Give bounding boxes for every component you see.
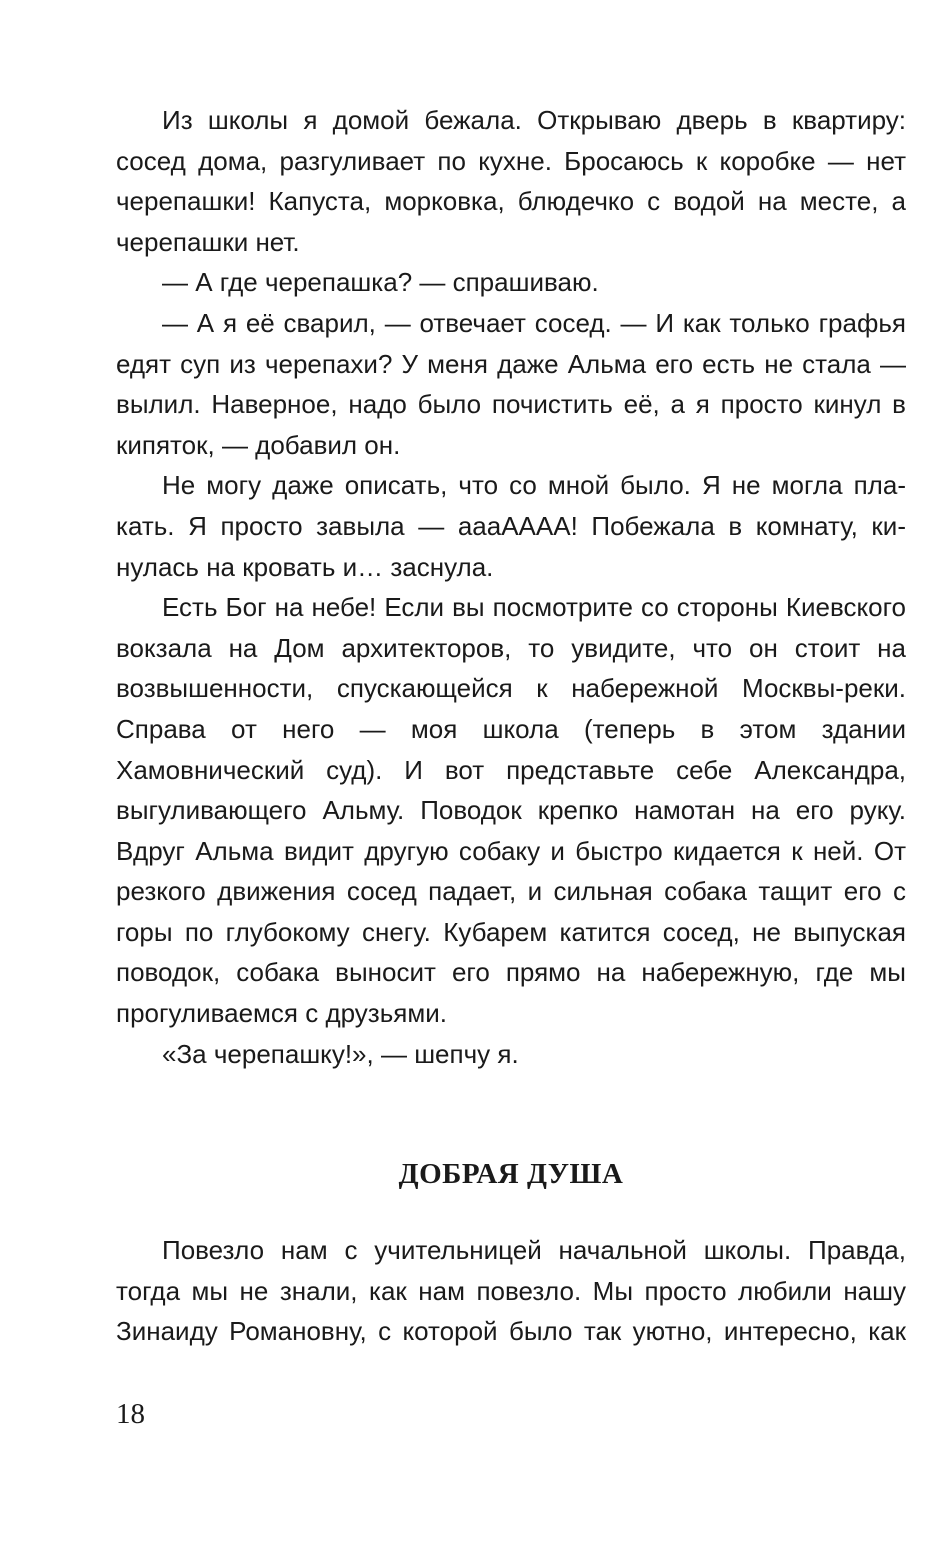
paragraph: — А где черепашка? — спрашиваю. [162,267,599,298]
page-number: 18 [116,1398,145,1430]
paragraph: Повезло нам с учительницей начальной школы. Правда, тогда мы не знали, как нам повезло. Мы просто любили нашу Зинаиду Романовну, с которой было так уютно, интересно, как [116,1235,906,1347]
section-heading: ДОБРАЯ ДУША [398,1158,624,1190]
paragraph: «За черепашку!», — шепчу я. [162,1038,519,1069]
story-text [116,100,906,1074]
paragraph: Не могу даже описать, что со мной было. Я не могла плакать. Я просто завыла — аааАААА! Побежала в комнату, кинулась на кровать и… заснула. [116,470,906,582]
section-text [116,1230,906,1352]
paragraph: — А я её сварил, — отвечает сосед. — И как только графья едят суп из черепахи? У меня даже Альма его есть не стала — вылил. Наверное, надо было почистить её, а я просто кинул в кипяток, — добавил он. [116,307,906,460]
paragraph: Из школы я домой бежала. Открываю дверь в квартиру: сосед дома, разгуливает по кухне. Бросаюсь к коробке — нет черепашки! Капуста, морковка, блюдечко с водой на месте, а черепашки нет. [116,105,906,257]
paragraph: Есть Бог на небе! Если вы посмотрите со стороны Киевского вокзала на Дом архитекторов, то увидите, что он стоит на возвышенности, спускающейся к набережной Москвы-реки. Справа от него — моя школа (теперь в этом здании Хамовнический суд). И вот представьте себе Александра, выгуливающего Альму. Поводок крепко намотан на его руку. Вдруг Альма видит другую собаку и быстро кидается к ней. От резкого движения сосед падает, и сильная собака тащит его с горы по глубокому снегу. Кубарем катится сосед, не выпуская поводок, собака выносит его прямо на набережную, где мы прогуливаемся с друзьями. [116,592,906,1029]
